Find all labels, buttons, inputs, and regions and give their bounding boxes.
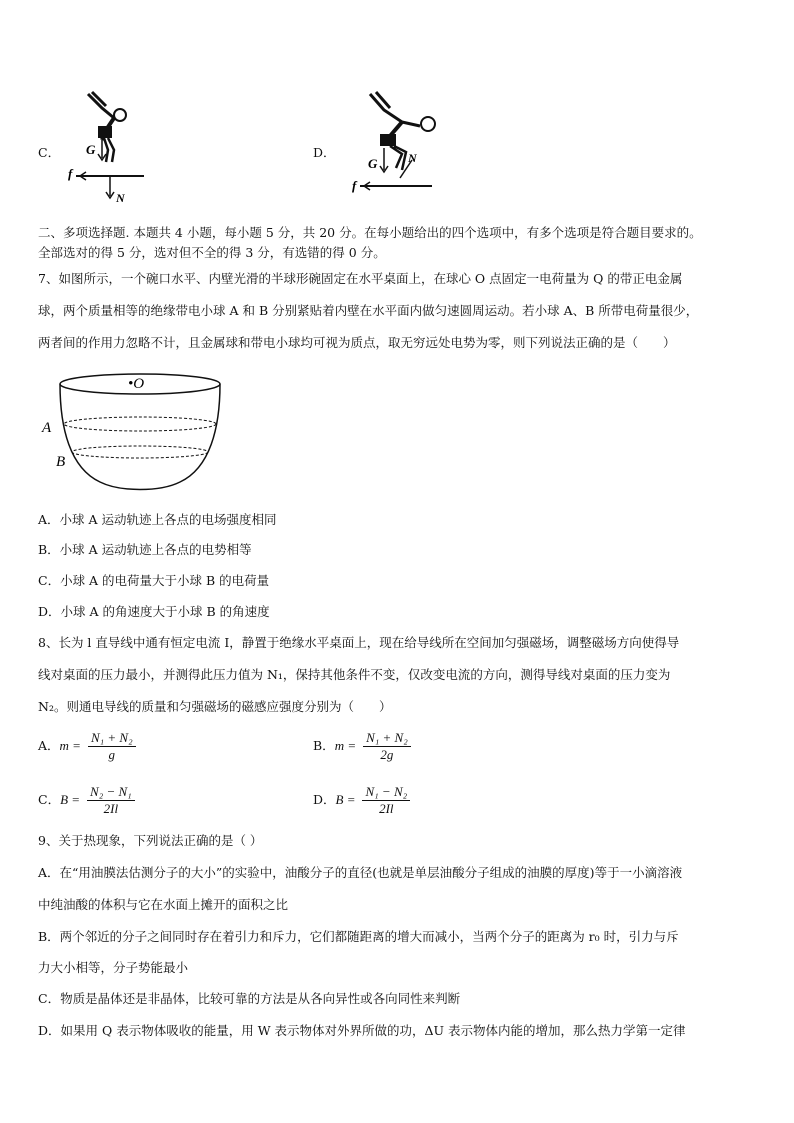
q7-line3: 两者间的作用力忽略不计，且金属球和带电小球均可视为质点，取无穷远处电势为零，则下列说法正确的是（ ）	[38, 335, 676, 350]
label-f: f	[68, 166, 73, 181]
label-f: f	[352, 178, 357, 193]
section2-line2: 全部选对的得 5 分，选对但不全的得 3 分，有选错的得 0 分。	[38, 245, 386, 260]
q8-option-d: D．B = $\frac{\text{N₁ − N₂}}{2Il}$	[313, 784, 410, 817]
option-c-label: C．	[38, 145, 61, 160]
q9-option-b-line2: 力大小相等，分子势能最小	[38, 960, 189, 975]
q9-option-c: C．物质是晶体还是非晶体，比较可靠的方法是从各向异性或各向同性来判断	[38, 991, 461, 1006]
q9-option-a-line2: 中纯油酸的体积与它在水面上摊开的面积之比	[38, 897, 289, 912]
q9-option-b-line1: B．两个邻近的分子之间同时存在着引力和斥力，它们都随距离的增大而减小，当两个分子的距离为 r₀ 时，引力与斥	[38, 929, 679, 944]
q9-line1: 9、关于热现象，下列说法正确的是（ ）	[38, 833, 263, 848]
q8-option-c: C．B = $\frac{\text{N₂ − N₁}}{2Il}$	[38, 784, 135, 817]
q9-option-d: D．如果用 Q 表示物体吸收的能量，用 W 表示物体对外界所做的功，ΔU 表示物体内能的增加，那么热力学第一定律	[38, 1023, 686, 1038]
q7-option-b: B．小球 A 运动轨迹上各点的电势相等	[38, 542, 252, 557]
bowl-figure	[40, 368, 222, 496]
q8-line2: 线对桌面的压力最小，并测得此压力值为 N₁，保持其他条件不变，仅改变电流的方向，测得导线对桌面的压力变为	[38, 667, 671, 682]
q8-option-a: A．m = $\frac{\text{N₁ + N₂}}{g}$	[38, 730, 136, 763]
q8-option-b: B．m = $\frac{\text{N₁ + N₂}}{2g}$	[313, 730, 411, 763]
q7-option-d: D．小球 A 的角速度大于小球 B 的角速度	[38, 604, 270, 619]
q7-option-a: A．小球 A 运动轨迹上各点的电场强度相同	[38, 512, 277, 527]
option-d-label: D．	[313, 145, 336, 160]
label-g: G	[86, 142, 96, 157]
diver-figure-c	[62, 88, 162, 206]
label-n: N	[116, 191, 125, 205]
q7-option-c: C．小球 A 的电荷量大于小球 B 的电荷量	[38, 573, 270, 588]
q8-line3: N₂。则通电导线的质量和匀强磁场的磁感应强度分别为（ ）	[38, 699, 392, 714]
q9-option-a-line1: A．在“用油膜法估测分子的大小”的实验中，油酸分子的直径(也就是单层油酸分子组成的油膜的厚度)等于一小滴溶液	[38, 865, 683, 880]
q7-line2: 球，两个质量相等的绝缘带电小球 A 和 B 分别紧贴着内壁在水平面内做匀速圆周运动。若小球 A、B 所带电荷量很少，	[38, 303, 699, 318]
label-a: A	[42, 420, 52, 436]
q7-line1: 7、如图所示，一个碗口水平、内壁光滑的半球形碗固定在水平桌面上，在球心 O 点固定一电荷量为 Q 的带正电金属	[38, 271, 683, 286]
label-o: •O	[128, 376, 145, 392]
section2-line1: 二、多项选择题. 本题共 4 小题，每小题 5 分，共 20 分。在每小题给出的四个选项中，有多个选项是符合题目要求的。	[38, 225, 702, 240]
diver-figure-d	[340, 88, 450, 200]
label-n: N	[408, 151, 417, 165]
label-g: G	[368, 156, 378, 171]
label-b: B	[56, 454, 66, 470]
q8-line1: 8、长为 l 直导线中通有恒定电流 I，静置于绝缘水平桌面上，现在给导线所在空间加匀强磁场，调整磁场方向使得导	[38, 635, 680, 650]
